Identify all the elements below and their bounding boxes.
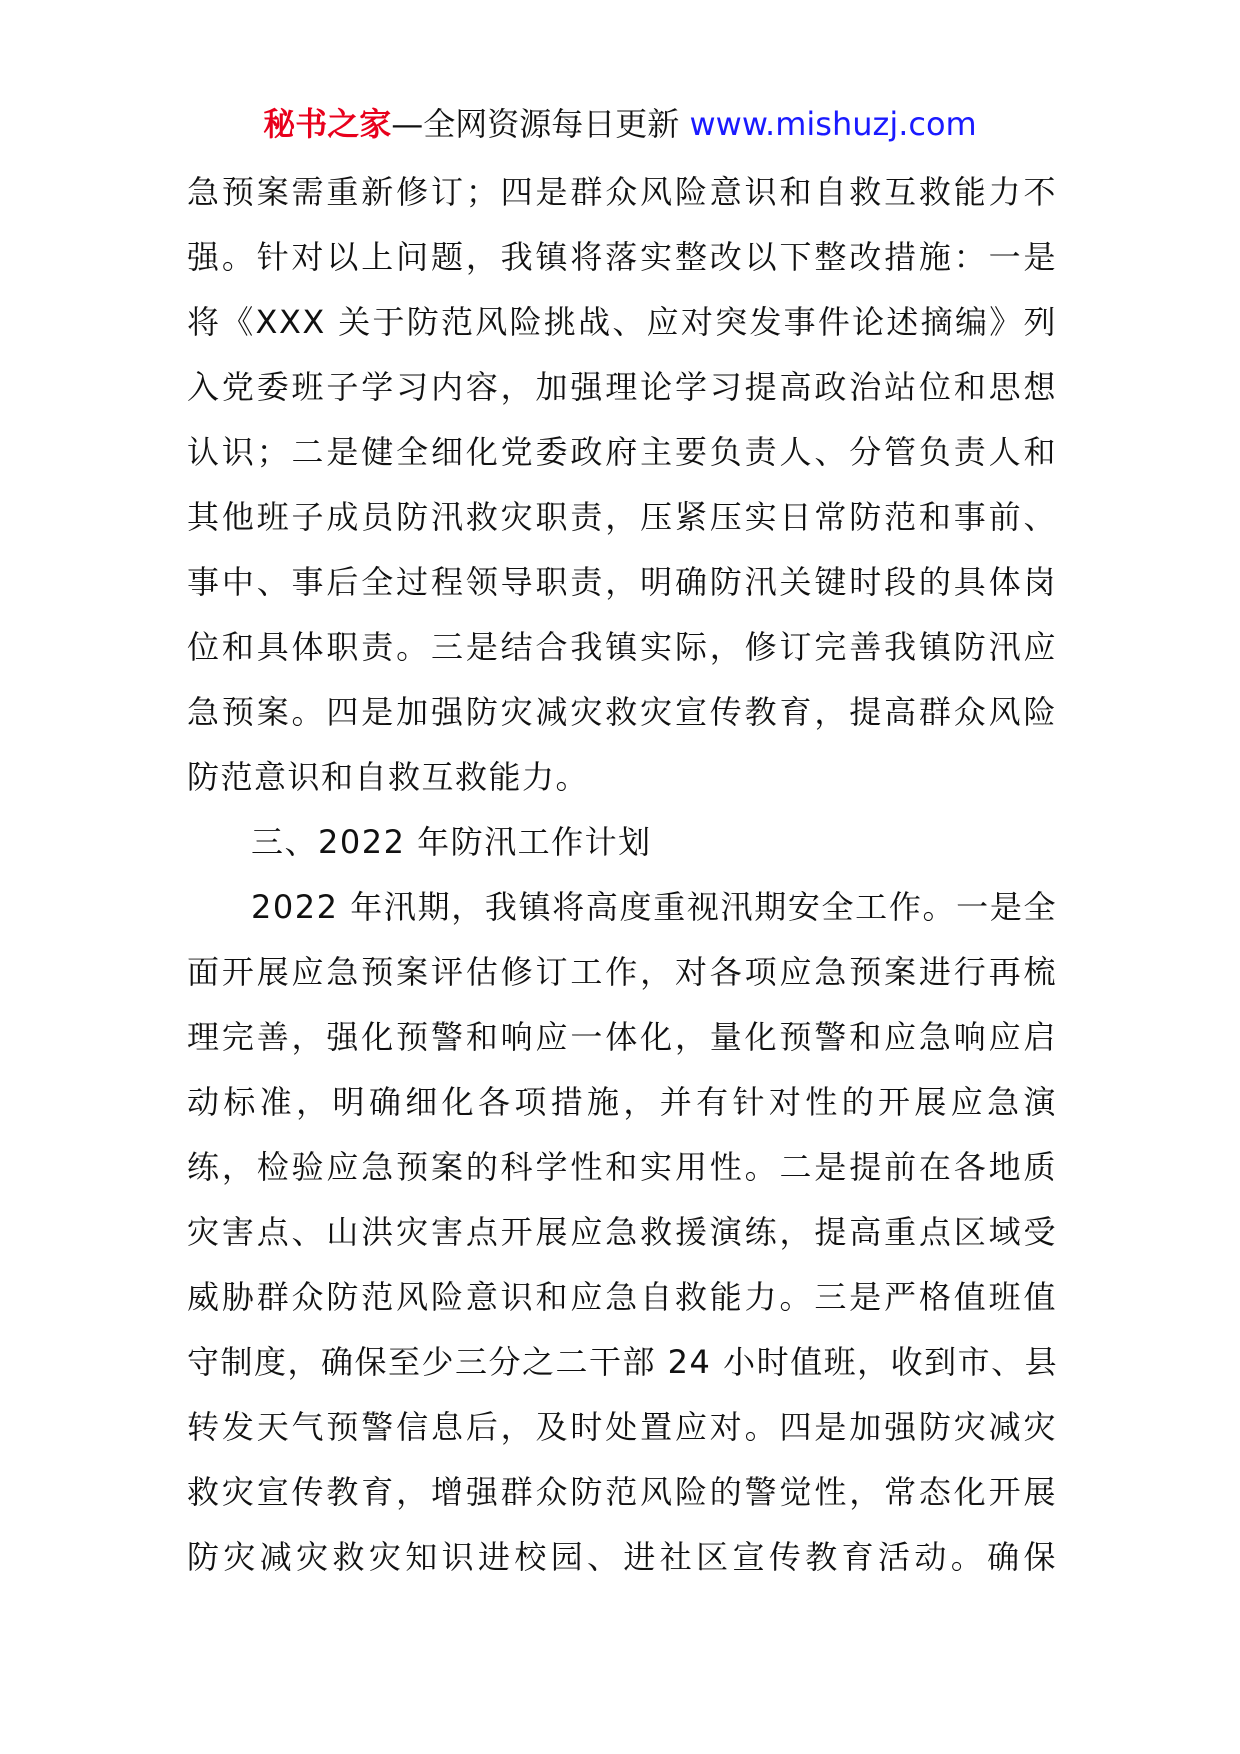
body-line: 事中、事后全过程领导职责，明确防汛关键时段的具体岗	[187, 563, 1057, 601]
section-heading: 三、2022 年防汛工作计划	[251, 823, 652, 861]
body-line: 动标准，明确细化各项措施，并有针对性的开展应急演	[187, 1083, 1057, 1121]
body-line: 急预案需重新修订；四是群众风险意识和自救互救能力不	[187, 173, 1057, 211]
body-line: 防灾减灾救灾知识进校园、进社区宣传教育活动。确保	[187, 1538, 1057, 1576]
body-line: 入党委班子学习内容，加强理论学习提高政治站位和思想	[187, 368, 1057, 406]
body-line: 将《XXX 关于防范风险挑战、应对突发事件论述摘编》列	[187, 303, 1057, 341]
document-body	[187, 160, 1057, 1590]
body-line: 位和具体职责。三是结合我镇实际，修订完善我镇防汛应	[187, 628, 1057, 666]
body-line: 面开展应急预案评估修订工作，对各项应急预案进行再梳	[187, 953, 1057, 991]
body-line: 认识；二是健全细化党委政府主要负责人、分管负责人和	[187, 433, 1057, 471]
site-tagline: —全网资源每日更新	[391, 105, 690, 143]
body-line: 防范意识和自救互救能力。	[187, 758, 590, 796]
body-line: 急预案。四是加强防灾减灾救灾宣传教育，提高群众风险	[187, 693, 1057, 731]
body-line: 理完善，强化预警和响应一体化，量化预警和应急响应启	[187, 1018, 1057, 1056]
body-line: 威胁群众防范风险意识和应急自救能力。三是严格值班值	[187, 1278, 1057, 1316]
site-brand: 秘书之家	[263, 105, 392, 143]
body-line: 守制度，确保至少三分之二干部 24 小时值班，收到市、县	[187, 1343, 1059, 1381]
page-header	[0, 102, 1240, 146]
body-line: 救灾宣传教育，增强群众防范风险的警觉性，常态化开展	[187, 1473, 1057, 1511]
body-line: 强。针对以上问题，我镇将落实整改以下整改措施：一是	[187, 238, 1057, 276]
body-line: 灾害点、山洪灾害点开展应急救援演练，提高重点区域受	[187, 1213, 1057, 1251]
site-url-link[interactable]: www.mishuzj.com	[689, 105, 977, 143]
body-line: 2022 年汛期，我镇将高度重视汛期安全工作。一是全	[251, 888, 1057, 926]
body-line: 其他班子成员防汛救灾职责，压紧压实日常防范和事前、	[187, 498, 1057, 536]
body-line: 练，检验应急预案的科学性和实用性。二是提前在各地质	[187, 1148, 1057, 1186]
body-line: 转发天气预警信息后，及时处置应对。四是加强防灾减灾	[187, 1408, 1057, 1446]
